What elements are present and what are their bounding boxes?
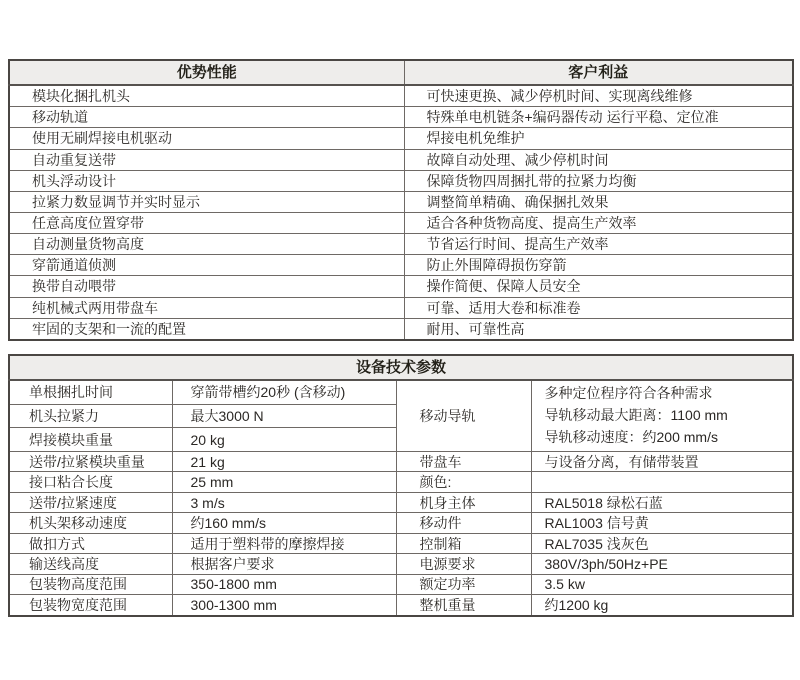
feature-cell: 纯机械式两用带盘车 bbox=[9, 297, 404, 318]
spec-value-line: 导轨移动最大距离：1100 mm bbox=[544, 407, 728, 424]
spec-label-cell: 移动件 bbox=[396, 513, 531, 533]
spec-value-cell: 21 kg bbox=[172, 451, 396, 471]
spec-label-cell: 机头拉紧力 bbox=[9, 404, 172, 428]
spec-label-cell: 带盘车 bbox=[396, 451, 531, 471]
benefit-cell: 调整简单精确、确保捆扎效果 bbox=[404, 191, 793, 212]
benefit-cell: 特殊单电机链条+编码器传动 运行平稳、定位准 bbox=[404, 107, 793, 128]
spec-value-line: 导轨移动速度：约200 mm/s bbox=[544, 428, 718, 445]
table-row bbox=[9, 234, 793, 255]
spec-label-cell: 移动导轨 bbox=[396, 380, 531, 451]
feature-cell: 自动测量货物高度 bbox=[9, 234, 404, 255]
spec-value-line: 多种定位程序符合各种需求 bbox=[544, 385, 713, 402]
feature-cell: 换带自动喂带 bbox=[9, 276, 404, 297]
benefit-cell: 耐用、可靠性高 bbox=[404, 318, 793, 340]
spec-label-cell: 机身主体 bbox=[396, 492, 531, 512]
table-row bbox=[9, 318, 793, 340]
spec-label-cell: 颜色: bbox=[396, 472, 531, 492]
table-row bbox=[9, 128, 793, 149]
feature-cell: 移动轨道 bbox=[9, 107, 404, 128]
spec-label-cell: 额定功率 bbox=[396, 574, 531, 594]
spec-label-cell: 接口粘合长度 bbox=[9, 472, 172, 492]
table-row bbox=[9, 595, 793, 616]
table-row bbox=[9, 533, 793, 553]
spec-value-cell: 350-1800 mm bbox=[172, 574, 396, 594]
spec-value-cell bbox=[531, 472, 793, 492]
spec-label-cell: 包装物高度范围 bbox=[9, 574, 172, 594]
spec-value-cell: RAL7035 浅灰色 bbox=[531, 533, 793, 553]
spec-value-cell: 3 m/s bbox=[172, 492, 396, 512]
table-row bbox=[9, 276, 793, 297]
spec-value-cell: 根据客户要求 bbox=[172, 554, 396, 574]
spec-label-cell: 焊接模块重量 bbox=[9, 428, 172, 452]
spec-value-cell bbox=[531, 380, 793, 451]
spec-value-cell: RAL5018 绿松石蓝 bbox=[531, 492, 793, 512]
feature-cell: 牢固的支架和一流的配置 bbox=[9, 318, 404, 340]
spec-value-cell: 与设备分离，有储带装置 bbox=[531, 451, 793, 471]
benefit-cell: 防止外围障碍损伤穿箭 bbox=[404, 255, 793, 276]
table-row bbox=[9, 451, 793, 471]
table-row bbox=[9, 297, 793, 318]
header-row bbox=[9, 355, 793, 380]
spec-value-cell: 380V/3ph/50Hz+PE bbox=[531, 554, 793, 574]
table-row bbox=[9, 554, 793, 574]
benefit-cell: 焊接电机免维护 bbox=[404, 128, 793, 149]
benefit-cell: 保障货物四周捆扎带的拉紧力均衡 bbox=[404, 170, 793, 191]
spec-value-cell: 约160 mm/s bbox=[172, 513, 396, 533]
spec-label-cell: 送带/拉紧模块重量 bbox=[9, 451, 172, 471]
spec-value-cell: 穿箭带槽约20秒 (含移动) bbox=[172, 380, 396, 404]
benefit-cell: 故障自动处理、减少停机时间 bbox=[404, 149, 793, 170]
feature-cell: 穿箭通道侦测 bbox=[9, 255, 404, 276]
feature-cell: 任意高度位置穿带 bbox=[9, 212, 404, 233]
spec-value-cell: 20 kg bbox=[172, 428, 396, 452]
table-row bbox=[9, 149, 793, 170]
table-row bbox=[9, 472, 793, 492]
spec-label-cell: 整机重量 bbox=[396, 595, 531, 616]
feature-cell: 机头浮动设计 bbox=[9, 170, 404, 191]
feature-cell: 拉紧力数显调节并实时显示 bbox=[9, 191, 404, 212]
tech-specs-title: 设备技术参数 bbox=[9, 355, 793, 380]
spec-value-cell: RAL1003 信号黄 bbox=[531, 513, 793, 533]
benefit-cell: 可快速更换、减少停机时间、实现离线维修 bbox=[404, 85, 793, 107]
benefit-cell: 操作简便、保障人员安全 bbox=[404, 276, 793, 297]
table-row bbox=[9, 212, 793, 233]
feature-cell: 使用无刷焊接电机驱动 bbox=[9, 128, 404, 149]
spec-value-cell: 300-1300 mm bbox=[172, 595, 396, 616]
table-row bbox=[9, 85, 793, 107]
spec-label-cell: 送带/拉紧速度 bbox=[9, 492, 172, 512]
table-row bbox=[9, 107, 793, 128]
benefit-cell: 可靠、适用大卷和标准卷 bbox=[404, 297, 793, 318]
table-row bbox=[9, 255, 793, 276]
spec-label-cell: 机头架移动速度 bbox=[9, 513, 172, 533]
benefits-header: 客户利益 bbox=[404, 60, 793, 85]
feature-cell: 自动重复送带 bbox=[9, 149, 404, 170]
tech-specs-table bbox=[8, 354, 794, 617]
spec-label-cell: 电源要求 bbox=[396, 554, 531, 574]
table-row bbox=[9, 380, 793, 404]
header-row bbox=[9, 60, 793, 85]
spec-value-cell: 适用于塑料带的摩擦焊接 bbox=[172, 533, 396, 553]
spec-value-cell: 25 mm bbox=[172, 472, 396, 492]
benefit-cell: 适合各种货物高度、提高生产效率 bbox=[404, 212, 793, 233]
spec-value-cell: 3.5 kw bbox=[531, 574, 793, 594]
spec-value-cell: 最大3000 N bbox=[172, 404, 396, 428]
spec-label-cell: 控制箱 bbox=[396, 533, 531, 553]
table-row bbox=[9, 513, 793, 533]
spec-value-cell: 约1200 kg bbox=[531, 595, 793, 616]
spec-label-cell: 单根捆扎时间 bbox=[9, 380, 172, 404]
advantages-header: 优势性能 bbox=[9, 60, 404, 85]
advantages-benefits-table bbox=[8, 59, 794, 341]
feature-cell: 模块化捆扎机头 bbox=[9, 85, 404, 107]
table-row bbox=[9, 574, 793, 594]
spec-label-cell: 做扣方式 bbox=[9, 533, 172, 553]
spec-label-cell: 包装物宽度范围 bbox=[9, 595, 172, 616]
benefit-cell: 节省运行时间、提高生产效率 bbox=[404, 234, 793, 255]
table-row bbox=[9, 191, 793, 212]
spec-label-cell: 输送线高度 bbox=[9, 554, 172, 574]
table-row bbox=[9, 170, 793, 191]
table-row bbox=[9, 492, 793, 512]
